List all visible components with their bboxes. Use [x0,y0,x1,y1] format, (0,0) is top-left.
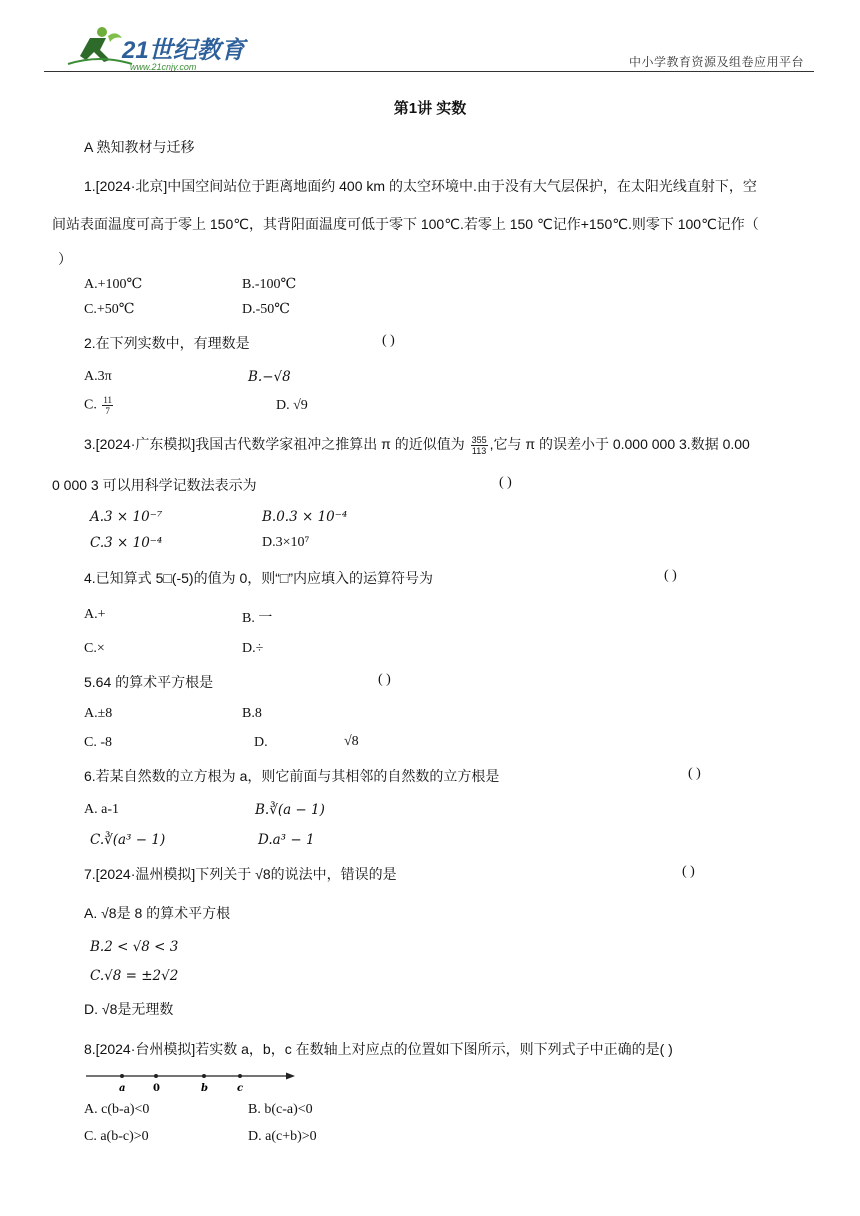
q4-option-d: D.÷ [242,641,264,656]
q8-option-c: C. a(b-c)>0 [84,1129,149,1144]
q7-answer-paren: ( ) [682,864,695,879]
section-heading: A 熟知教材与迁移 [84,139,195,155]
q2-option-c [84,395,115,416]
q3-option-d: D.3×10⁷ [262,535,310,550]
q7-stem: 7.[2024·温州模拟]下列关于 √8的说法中，错误的是 [84,866,397,882]
q4-option-c: C.× [84,641,105,656]
q2-option-b: B.−√8 [248,369,291,385]
fraction-denominator: 7 [105,406,110,416]
q8-option-b: B. b(c-a)<0 [248,1102,313,1117]
q8-option-a: A. c(b-a)<0 [84,1102,150,1117]
q4-stem: 4.已知算式 5□(-5)的值为 0，则“□”内应填入的运算符号为 [84,570,434,586]
page-header [44,22,814,74]
q2-option-c-fraction [102,395,113,416]
q2-option-d: D. √9 [276,398,308,413]
q7-option-a: A. √8是 8 的算术平方根 [84,905,231,921]
q5-option-d-expr: √8 [344,734,359,749]
q1-option-d: D.-50℃ [242,302,290,317]
fraction-numerator: 355 [471,434,487,445]
q4-answer-paren: ( ) [664,568,677,583]
q6-option-c: C.∛(a³ − 1) [90,832,166,848]
point-zero [154,1074,158,1078]
point-c [238,1074,242,1078]
q4-option-b: B. 一 [242,611,273,626]
q3-stem-line1 [84,434,750,456]
q3-option-a: A.3 × 10⁻⁷ [90,509,163,525]
q7-option-b: B.2 < √8 < 3 [90,939,179,955]
page-title: 第1讲 实数 [393,100,467,117]
point-a [120,1074,124,1078]
axis-label-a: a [119,1083,126,1094]
q3-stem-part2: ,它与 π 的误差小于 0.000 000 3.数据 0.00 [489,436,750,452]
q3-option-b: B.0.3 × 10⁻⁴ [262,509,348,525]
q5-stem: 5.64 的算术平方根是 [84,674,214,690]
q5-option-c: C. -8 [84,735,112,750]
logo-text: 21世纪教育 [122,37,245,64]
q8-stem: 8.[2024·台州模拟]若实数 a，b，c 在数轴上对应点的位置如下图所示，则下列式子中正确的是( ) [84,1041,673,1057]
q1-stem-line1: 1.[2024·北京]中国空间站位于距离地面约 400 km 的太空环境中.由于没有大气层保护，在太阳光线直射下，空 [84,178,757,194]
q6-stem: 6.若某自然数的立方根为 a，则它前面与其相邻的自然数的立方根是 [84,768,500,784]
logo-url: www.21cnjy.com [130,62,197,72]
q3-fraction [471,435,488,456]
q5-answer-paren: ( ) [378,672,391,687]
platform-name: 中小学教育资源及组卷应用平台 [628,55,804,69]
q6-option-d: D.a³ − 1 [258,832,315,848]
q1-stem-line2: 间站表面温度可高于零上 150℃，其背阳面温度可低于零下 100℃.若零上 150 ℃记作+150℃.则零下 100℃记作（ [52,216,759,232]
axis-label-c: c [237,1083,244,1094]
q4-option-a: A.+ [84,607,106,622]
q3-answer-paren: ( ) [499,475,512,490]
point-b [202,1074,206,1078]
q7-option-d: D. √8是无理数 [84,1001,174,1017]
q1-stem-line3: ） [58,253,72,268]
q2-option-c-label: C. [84,397,97,413]
q6-answer-paren: ( ) [688,766,701,781]
q3-option-c: C.3 × 10⁻⁴ [90,535,163,551]
q1-option-c: C.+50℃ [84,302,135,317]
q2-answer-paren: ( ) [382,333,395,348]
q8-option-d: D. a(c+b)>0 [248,1129,317,1144]
logo [60,24,250,72]
q2-option-a: A.3π [84,369,112,384]
q5-option-a: A.±8 [84,706,113,721]
q5-option-d: D. [254,735,268,750]
fraction-denominator: 113 [471,445,487,456]
number-line-figure [84,1066,299,1096]
q3-stem-part1: 3.[2024·广东模拟]我国古代数学家祖冲之推算出 π 的近似值为 [84,436,465,452]
header-divider [44,71,814,72]
q5-option-b: B.8 [242,706,262,721]
axis-label-zero: 0 [153,1083,160,1094]
q6-option-a: A. a-1 [84,802,119,817]
axis-label-b: b [201,1083,208,1094]
q6-option-b: B.∛(a − 1) [255,802,325,818]
q7-option-c: C.√8 = ±2√2 [90,968,179,984]
fraction-numerator: 11 [103,395,113,405]
q1-option-b: B.-100℃ [242,277,297,292]
q3-stem-line2: 0 000 3 可以用科学记数法表示为 [52,477,257,493]
q1-option-a: A.+100℃ [84,277,143,292]
q2-stem: 2.在下列实数中，有理数是 [84,335,250,351]
